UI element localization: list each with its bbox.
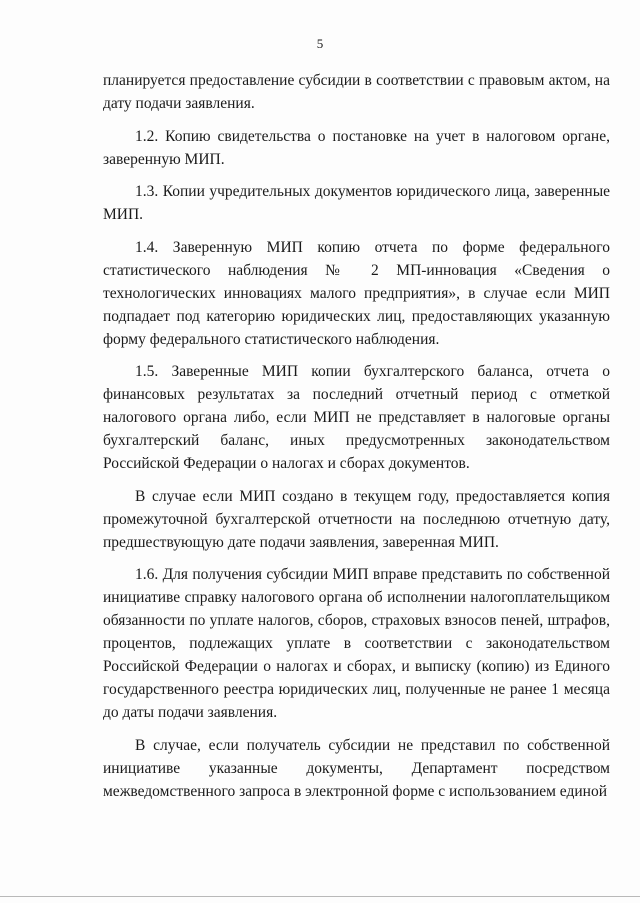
paragraph-item-1-5: 1.5. Заверенные МИП копии бухгалтерского баланса, отчета о финансовых результатах за последний отчетный период с отметкой налогового органа либо, если МИП не представляет в налоговые органы бухгалтерский баланс, иных предусмотренных законодательством Российской Федерации о налогах и сборах документов. [103, 363, 610, 472]
paragraph-item-1-2: 1.2. Копию свидетельства о постановке на учет в налоговом органе, заверенную МИП. [103, 127, 610, 168]
paragraph-item-1-4: 1.4. Заверенную МИП копию отчета по форме федерального статистического наблюдения № 2 МП-инновация «Сведения о технологических инновациях малого предприятия», в случае если МИП подпадает под категорию юридических лиц, предоставляющих указанную форму федерального статистического наблюдения. [103, 238, 610, 348]
paragraph-item-1-6: 1.6. Для получения субсидии МИП вправе представить по собственной инициативе справку налогового органа об исполнении налогоплательщиком обязанности по уплате налогов, сборов, страховых взносов пеней, штрафов, процентов, подлежащих уплате в соответствии с законодательством Российской Федерации о налогах и сборах, и выписку (копию) из Единого государственного реестра юридических лиц, полученные не ранее 1 месяца до даты подачи заявления. [103, 566, 610, 721]
page-number: 5 [316, 36, 324, 51]
paragraph-interim-reporting: В случае если МИП создано в текущем году, предоставляется копия промежуточной бухгалтерской отчетности на последнюю отчетную дату, предшествующую дате подачи заявления, заверенная МИП. [103, 487, 610, 551]
page-bottom-edge [0, 896, 640, 897]
paragraph-interagency-request: В случае, если получатель субсидии не представил по собственной инициативе указанные документы, Департамент посредством межведомственного запроса в электронной форме с использованием единой [103, 736, 610, 800]
document-body [103, 69, 610, 812]
paragraph-item-1-3: 1.3. Копии учредительных документов юридического лица, заверенные МИП. [103, 183, 610, 223]
paragraph-continuation: планируется предоставление субсидии в соответствии с правовым актом, на дату подачи заявления. [103, 72, 610, 112]
